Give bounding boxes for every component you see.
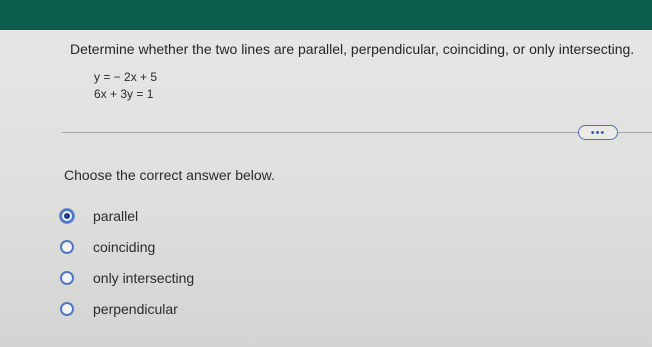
equation-1: y = − 2x + 5 [94,70,158,84]
option-perpendicular[interactable] [60,299,178,319]
option-only-intersecting[interactable] [60,268,194,288]
option-label: parallel [93,208,139,224]
more-options-button[interactable]: ••• [578,125,618,140]
header-bar [0,0,652,30]
radio-button-selected[interactable] [60,209,74,223]
radio-button[interactable] [60,271,74,285]
radio-button[interactable] [60,240,74,254]
equation-2: 6x + 3y = 1 [94,87,154,101]
option-label: only intersecting [93,270,195,286]
divider-right [618,132,652,133]
option-parallel[interactable] [60,206,138,226]
option-label: perpendicular [93,301,178,317]
question-text: Determine whether the two lines are parallel, perpendicular, coinciding, or only intersecting. [70,41,635,57]
option-coinciding[interactable] [60,237,155,257]
divider [62,132,578,133]
radio-button[interactable] [60,302,74,316]
option-label: coinciding [93,239,156,255]
answer-prompt: Choose the correct answer below. [64,167,275,183]
